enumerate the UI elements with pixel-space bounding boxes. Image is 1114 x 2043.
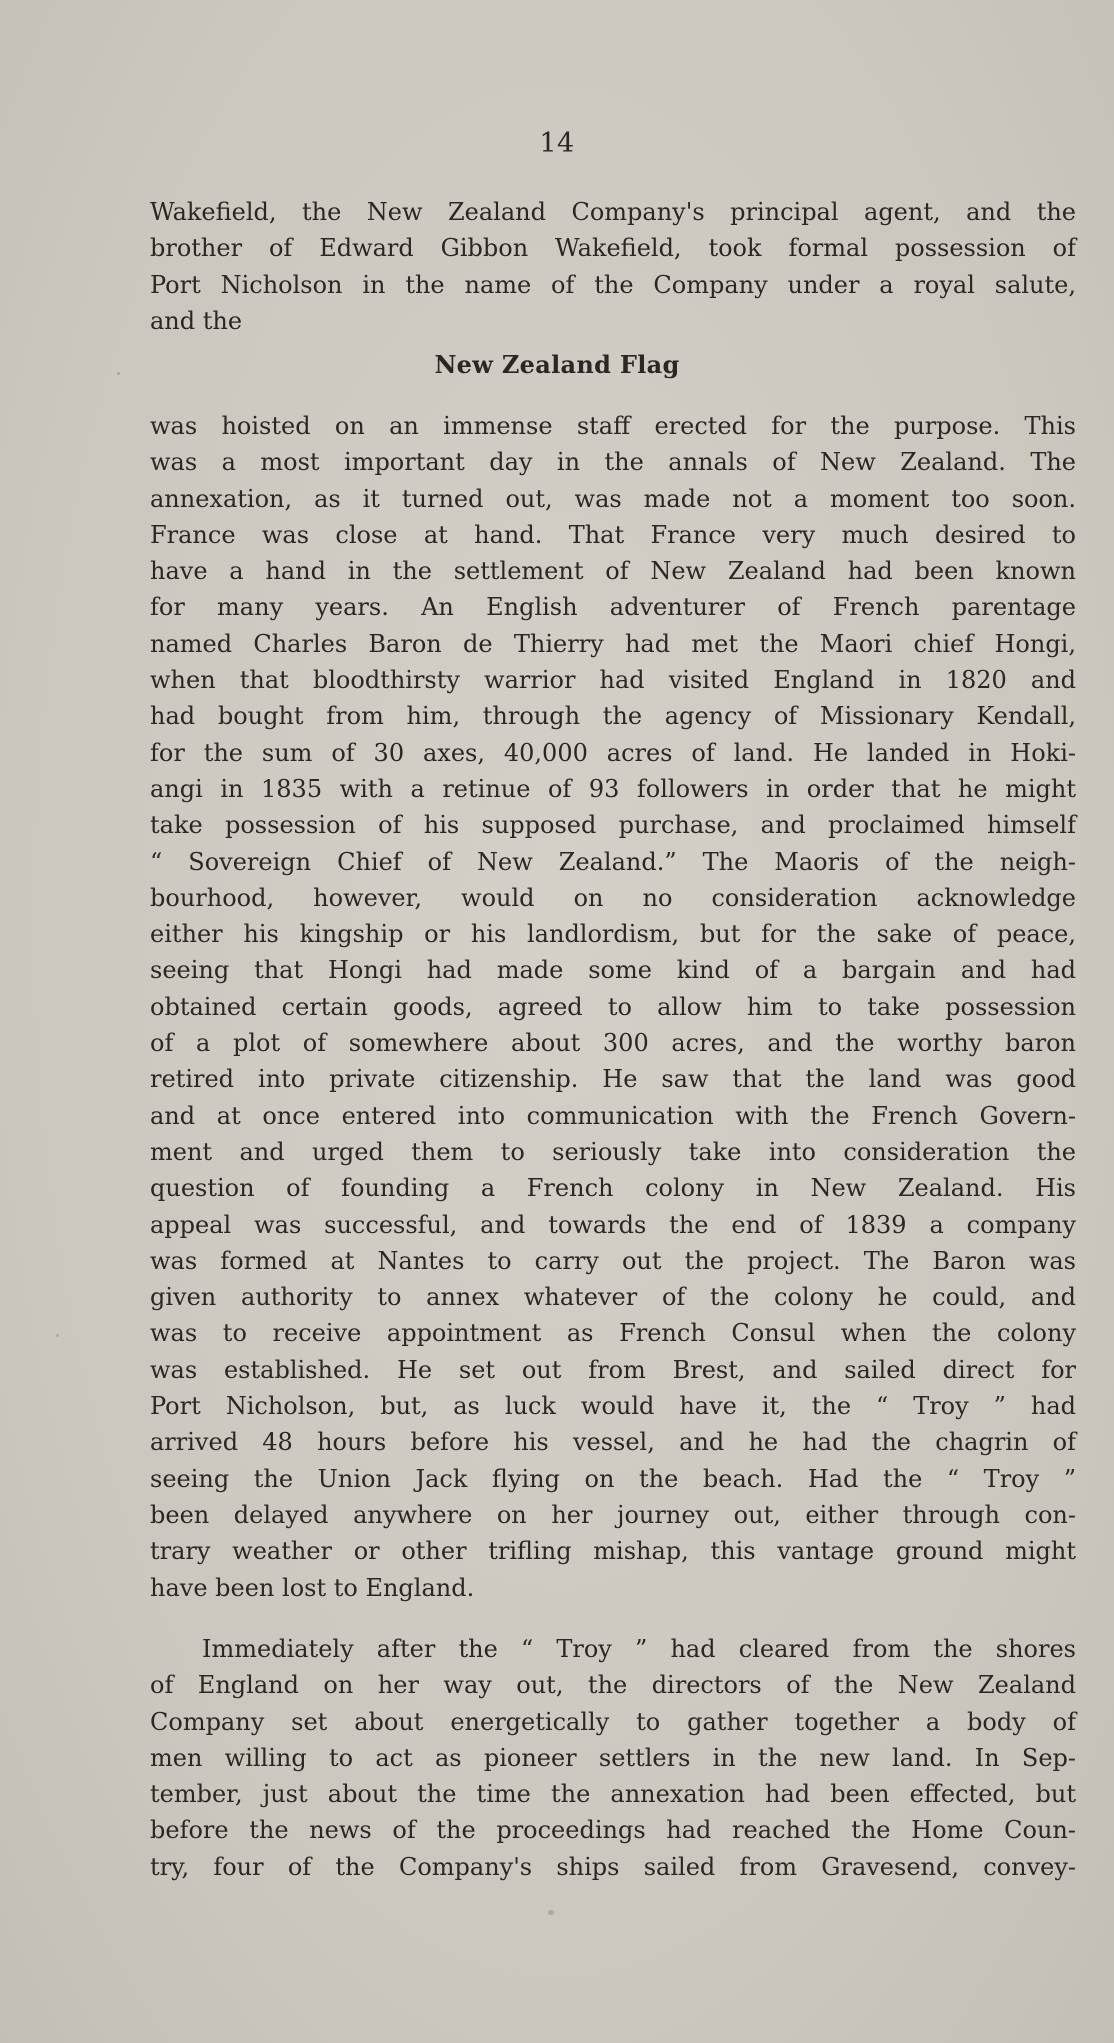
- text-line: bourhood, however, would on no consideration acknowledge: [150, 883, 1076, 912]
- text-line: when that bloodthirsty warrior had visited England in 1820 and: [150, 666, 1076, 695]
- text-line: was established. He set out from Brest, and sailed direct for: [150, 1355, 1076, 1384]
- text-line: Wakefield, the New Zealand Company's principal agent, and the: [150, 198, 1076, 226]
- text-line: men willing to act as pioneer settlers in the new land. In Sep-: [150, 1743, 1076, 1772]
- text-line: Immediately after the “ Troy ” had cleared from the shores: [202, 1635, 1076, 1663]
- text-line: brother of Edward Gibbon Wakefield, took formal possession of: [150, 234, 1076, 263]
- text-line: arrived 48 hours before his vessel, and he had the chagrin of: [150, 1428, 1076, 1457]
- section-heading: New Zealand Flag: [434, 350, 680, 379]
- text-line: was a most important day in the annals of New Zealand. The: [150, 448, 1076, 477]
- paper-speck: [548, 1910, 554, 1915]
- text-line: annexation, as it turned out, was made not a moment too soon.: [150, 484, 1076, 513]
- text-line: take possession of his supposed purchase, and proclaimed himself: [150, 811, 1076, 840]
- text-line: have a hand in the settlement of New Zealand had been known: [150, 557, 1076, 586]
- text-line: been delayed anywhere on her journey out, either through con-: [150, 1500, 1076, 1529]
- text-line: tember, just about the time the annexation had been effected, but: [150, 1780, 1076, 1809]
- text-line: given authority to annex whatever of the colony he could, and: [150, 1283, 1076, 1312]
- text-line: obtained certain goods, agreed to allow him to take possession: [150, 992, 1076, 1021]
- text-line: was formed at Nantes to carry out the project. The Baron was: [150, 1246, 1076, 1275]
- text-line: seeing that Hongi had made some kind of a bargain and had: [150, 956, 1076, 985]
- text-line: ment and urged them to seriously take into consideration the: [150, 1137, 1076, 1166]
- text-line: was hoisted on an immense staff erected for the purpose. This: [150, 412, 1076, 440]
- text-line: France was close at hand. That France very much desired to: [150, 520, 1076, 549]
- text-line: seeing the Union Jack flying on the beach. Had the “ Troy ”: [150, 1464, 1076, 1493]
- text-line: either his kingship or his landlordism, but for the sake of peace,: [150, 920, 1076, 949]
- text-line: had bought from him, through the agency of Missionary Kendall,: [150, 702, 1076, 731]
- text-line: angi in 1835 with a retinue of 93 followers in order that he might: [150, 774, 1076, 803]
- paper-speck: [117, 372, 120, 375]
- text-line: “ Sovereign Chief of New Zealand.” The Maoris of the neigh-: [150, 847, 1076, 876]
- paragraph-2: [150, 408, 1076, 1606]
- text-line: and at once entered into communication with the French Govern-: [150, 1101, 1076, 1130]
- text-line: for the sum of 30 axes, 40,000 acres of land. He landed in Hoki-: [150, 738, 1076, 767]
- paragraph-3: [150, 1631, 1076, 1885]
- text-line: question of founding a French colony in New Zealand. His: [150, 1174, 1076, 1203]
- text-line: retired into private citizenship. He saw that the land was good: [150, 1065, 1076, 1094]
- page-number: 14: [539, 128, 575, 159]
- text-line: for many years. An English adventurer of French parentage: [150, 593, 1076, 622]
- text-line: of a plot of somewhere about 300 acres, and the worthy baron: [150, 1029, 1076, 1058]
- text-line: was to receive appointment as French Consul when the colony: [150, 1319, 1076, 1348]
- paragraph-1: [150, 194, 1076, 339]
- text-line: try, four of the Company's ships sailed from Gravesend, convey-: [150, 1852, 1076, 1881]
- text-line: and the: [150, 306, 243, 335]
- text-line: have been lost to England.: [150, 1573, 475, 1602]
- text-line: Company set about energetically to gather together a body of: [150, 1707, 1076, 1736]
- text-line: trary weather or other trifling mishap, this vantage ground might: [150, 1537, 1076, 1566]
- text-line: Port Nicholson in the name of the Company under a royal salute,: [150, 270, 1076, 299]
- paper-speck: [56, 1334, 59, 1337]
- text-line: named Charles Baron de Thierry had met the Maori chief Hongi,: [150, 629, 1076, 658]
- text-line: before the news of the proceedings had reached the Home Coun-: [150, 1816, 1076, 1845]
- text-line: Port Nicholson, but, as luck would have it, the “ Troy ” had: [150, 1392, 1076, 1421]
- text-line: of England on her way out, the directors of the New Zealand: [150, 1671, 1076, 1700]
- text-line: appeal was successful, and towards the end of 1839 a company: [150, 1210, 1076, 1239]
